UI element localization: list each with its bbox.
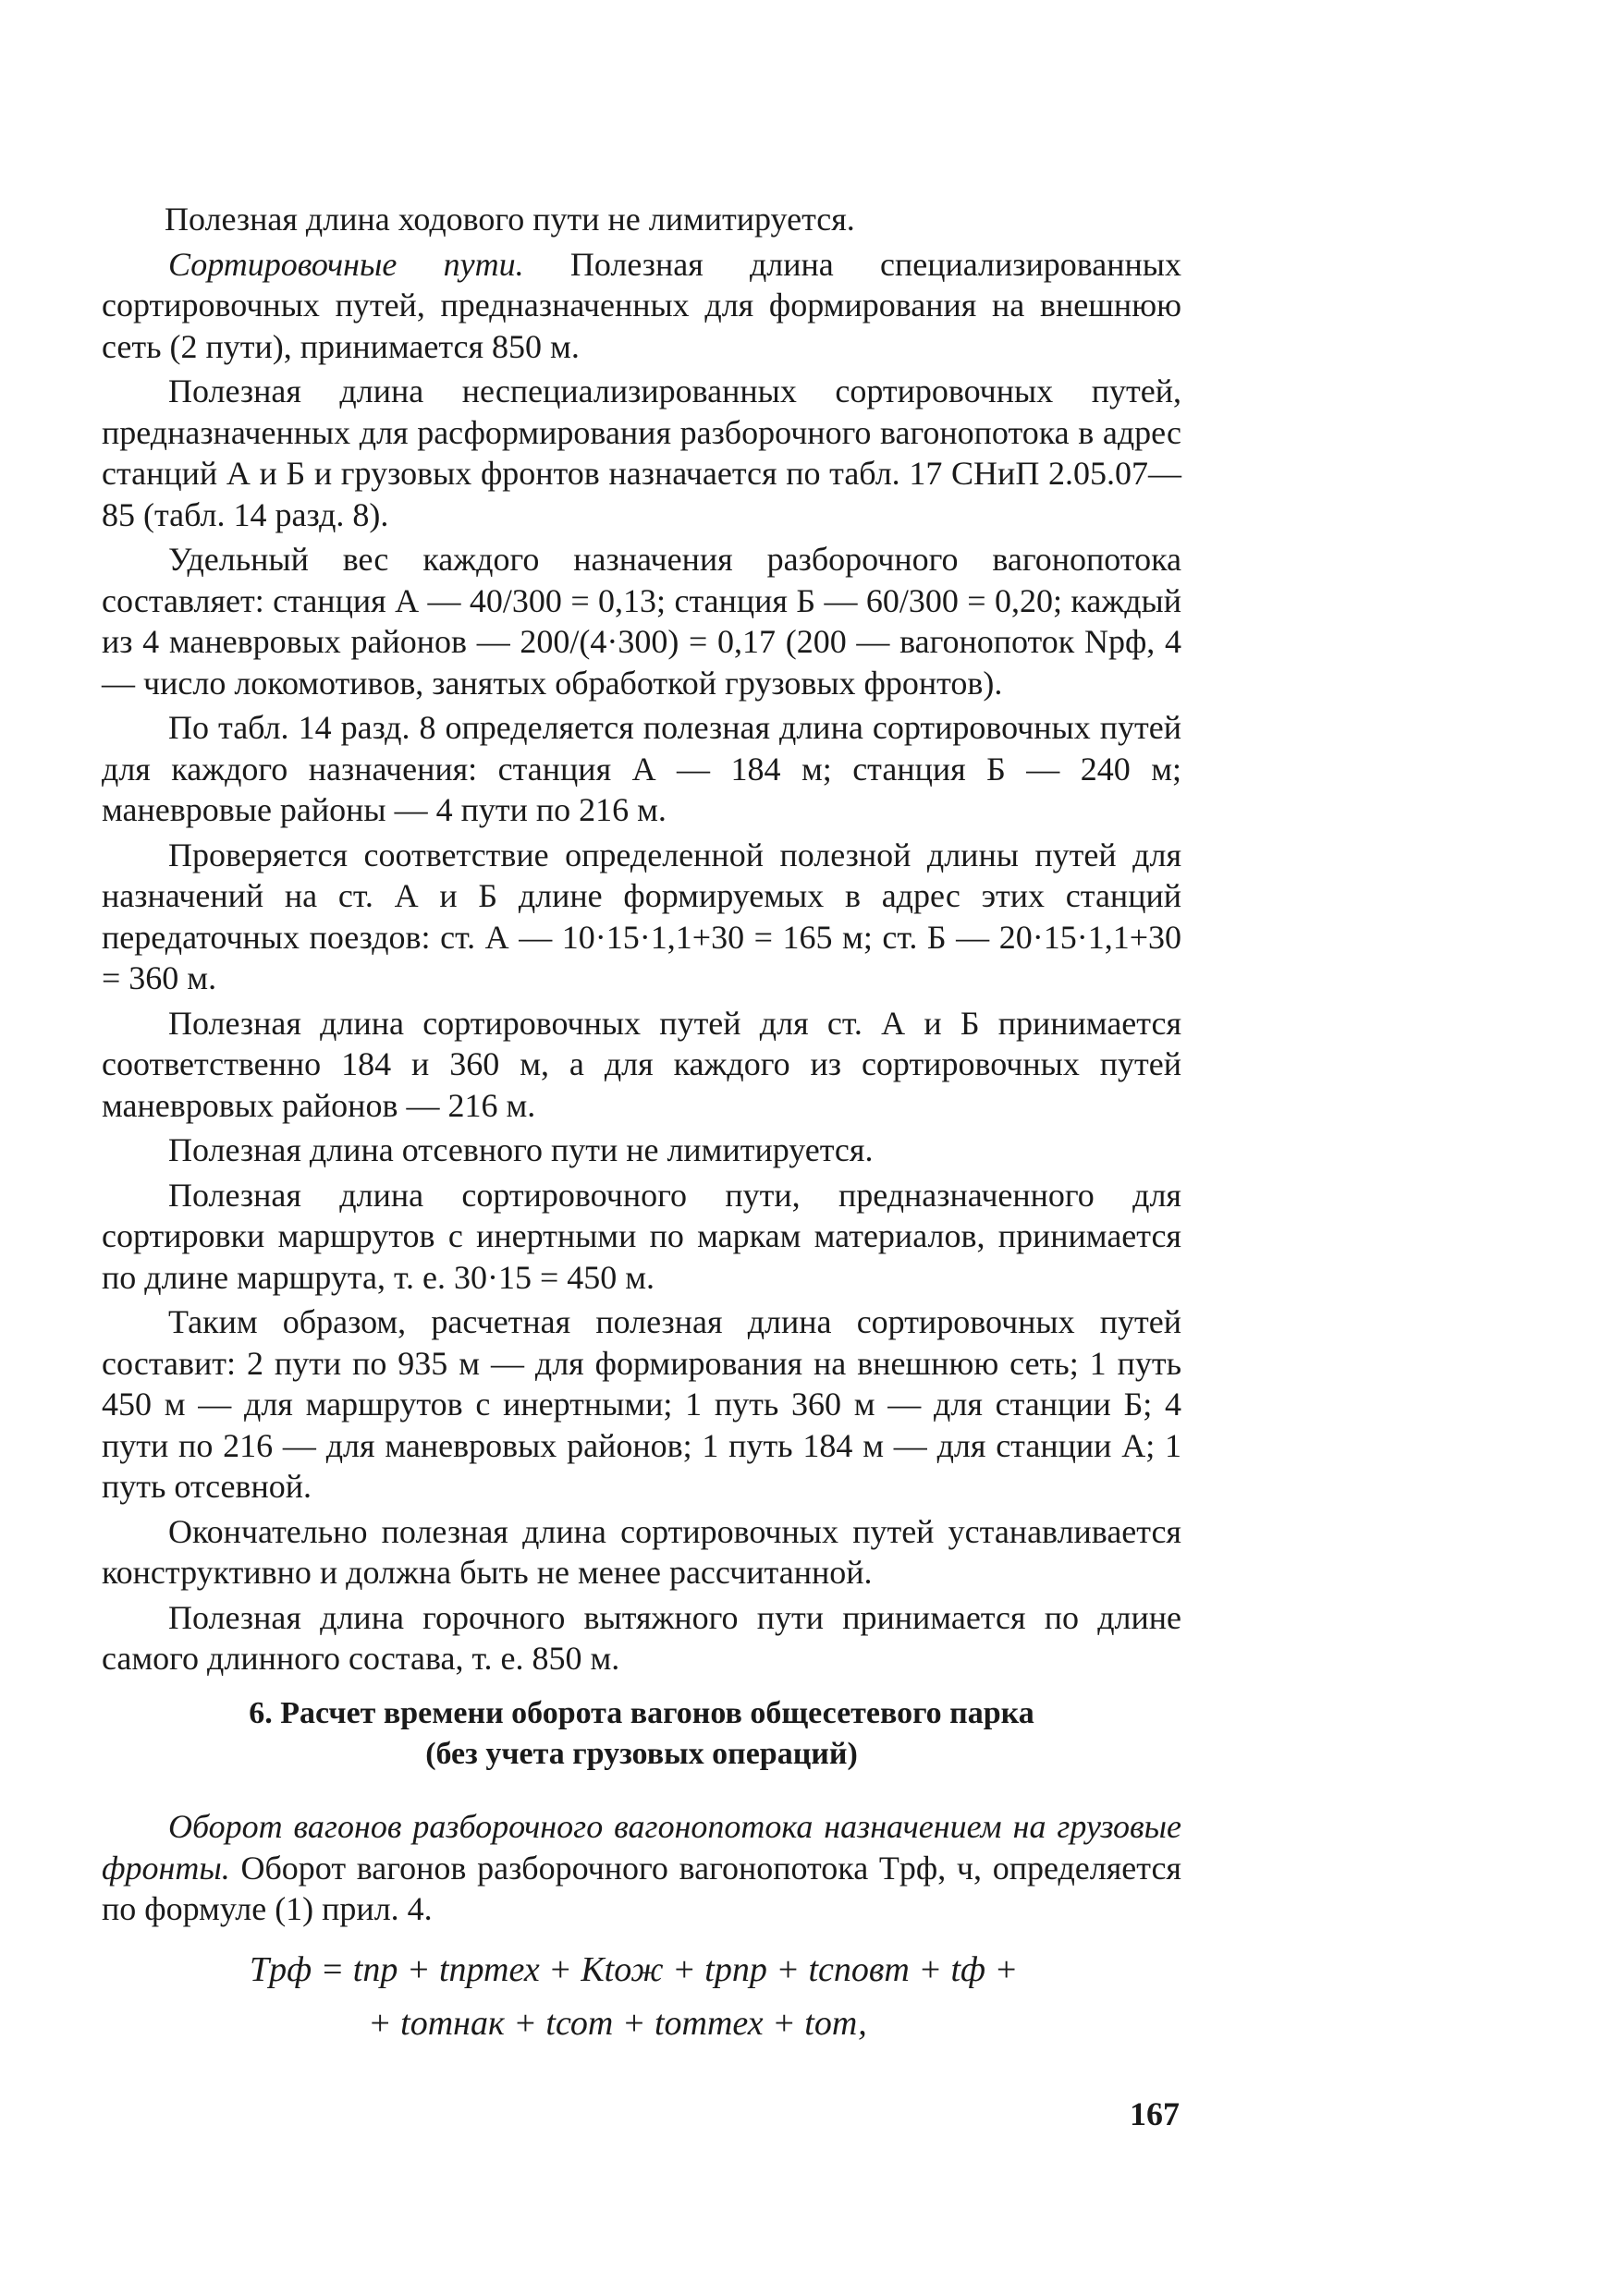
body-text (102, 199, 1181, 1679)
paragraph-1: Полезная длина ходового пути не лимитируется. (165, 201, 855, 238)
paragraph-5: По табл. 14 разд. 8 определяется полезная длина сортировочных путей для каждого назначения: станция А — 184 м; станция Б — 240 м; маневровые районы — 4 пути по 216 м. (102, 709, 1181, 828)
paragraph-2 (102, 244, 1181, 368)
turnover-lead: Оборот вагонов разборочного вагонопотока назначением на грузовые фронты. (102, 1808, 1181, 1887)
formula-line-2: + tотнак + tсот + tоттех + tот, (368, 2004, 867, 2043)
paragraph-12: Полезная длина горочного вытяжного пути принимается по длине самого длинного состава, т. е. 850 м. (102, 1598, 1181, 1677)
paragraph-6: Проверяется соответствие определенной полезной длины путей для назначений на ст. А и Б длине формируемых в адрес этих станций передаточных поездов: ст. А — 10·15·1,1+30 = 165 м; ст. Б — 20·15·1,1+30 = 360 м. (102, 836, 1181, 996)
paragraph-8: Полезная длина отсевного пути не лимитируется. (168, 1131, 874, 1168)
section-heading (102, 1693, 1181, 1775)
paragraph-4: Удельный вес каждого назначения разборочного вагонопотока составляет: станция А — 40/300 = 0,13; станция Б — 60/300 = 0,20; каждый из 4 маневровых районов — 200/(4·300) = 0,17 (200 — вагонопоток Nрф, 4 — число локомотивов, занятых обработкой грузовых фронтов). (102, 541, 1181, 702)
paragraph-9: Полезная длина сортировочного пути, предназначенного для сортировки маршрутов с инертными по маркам материалов, принимается по длине маршрута, т. е. 30·15 = 450 м. (102, 1176, 1181, 1296)
paragraph-11: Окончательно полезная длина сортировочных путей устанавливается конструктивно и должна быть не менее рассчитанной. (102, 1512, 1181, 1591)
paragraph-2-rest: Полезная длина специализированных сортировочных путей, предназначенных для формирования на внешнюю сеть (2 пути), принимается 850 м. (102, 245, 1181, 365)
paragraph-10: Таким образом, расчетная полезная длина сортировочных путей составит: 2 пути по 935 м — для формирования на внешнюю сеть; 1 путь 450 м — для маршрутов с инертными; 1 путь 360 м — для станции Б; 4 пути по 216 — для маневровых районов; 1 путь 184 м — для станции А; 1 путь отсевной. (102, 1303, 1181, 1505)
turnover-paragraph-text (102, 1806, 1181, 1930)
page-number: 167 (1130, 2095, 1180, 2132)
paragraph-3: Полезная длина неспециализированных сортировочных путей, предназначенных для расформирования разборочного вагонопотока в адрес станций А и Б и грузовых фронтов назначается по табл. 17 СНиП 2.05.07—85 (табл. 14 разд. 8). (102, 372, 1181, 533)
turnover-rest: Оборот вагонов разборочного вагонопотока Tрф, ч, определяется по формуле (1) прил. 4. (102, 1849, 1181, 1927)
section-heading-line-1: 6. Расчет времени оборота вагонов общесетевого парка (249, 1696, 1034, 1730)
section-heading-line-2: (без учета грузовых операций) (425, 1737, 858, 1771)
sorting-tracks-lead: Сортировочные пути. (168, 245, 524, 283)
turnover-paragraph (102, 1806, 1181, 1930)
formula-line-1: Tрф = tпр + tпртех + Ktож + tрпр + tсповт + tф + (250, 1950, 1019, 1989)
paragraph-7: Полезная длина сортировочных путей для ст. А и Б принимается соответственно 184 и 360 м, а для каждого из сортировочных путей маневровых районов — 216 м. (102, 1004, 1181, 1124)
